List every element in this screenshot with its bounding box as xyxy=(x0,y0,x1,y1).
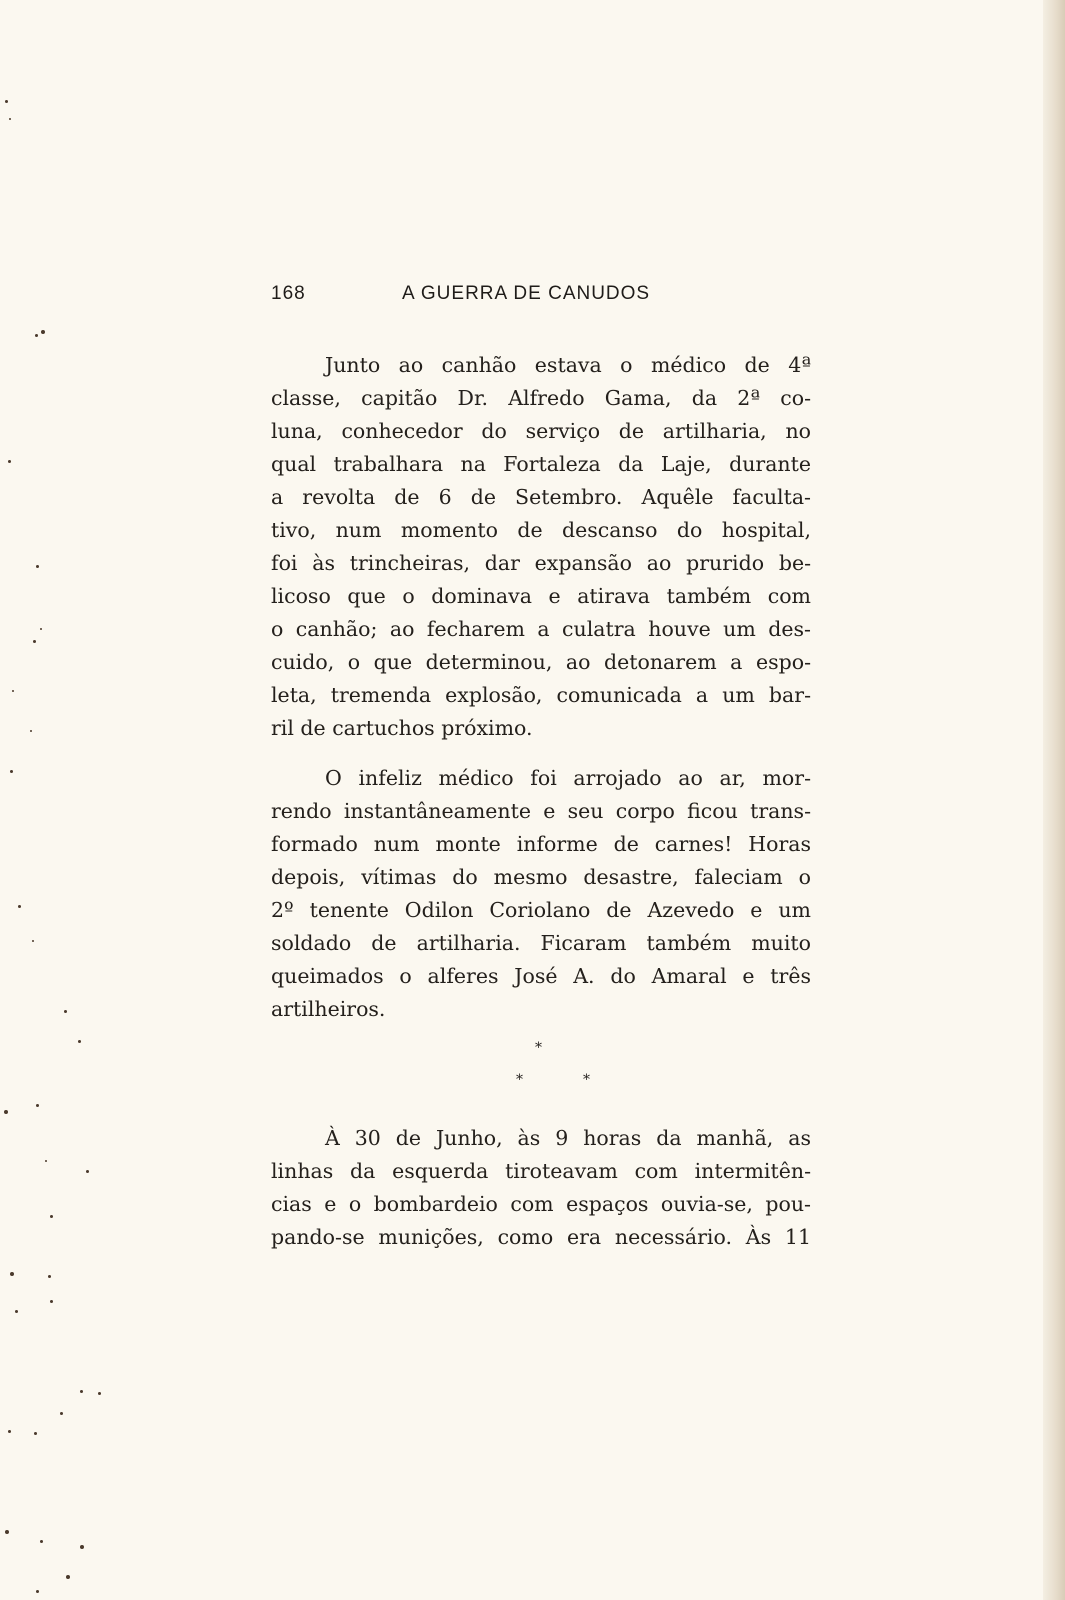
running-head xyxy=(271,283,811,313)
text-line: qual trabalhara na Fortaleza da Laje, durante xyxy=(271,452,811,476)
text-line: tivo, num momento de descanso do hospital, xyxy=(271,518,811,542)
text-line: foi às trincheiras, dar expansão ao prurido be- xyxy=(271,551,811,575)
text-line: classe, capitão Dr. Alfredo Gama, da 2ª co- xyxy=(271,386,811,410)
asterism-star: * xyxy=(535,1040,542,1056)
text-line: Junto ao canhão estava o médico de 4ª xyxy=(325,353,811,377)
page-number: 168 xyxy=(271,283,306,304)
text-line: pando-se munições, como era necessário. Às 11 xyxy=(271,1225,811,1249)
text-line: luna, conhecedor do serviço de artilharia, no xyxy=(271,419,811,443)
page-edge-shadow xyxy=(1043,0,1065,1600)
text-line: 2º tenente Odilon Coriolano de Azevedo e um xyxy=(271,898,811,922)
asterism-star: * xyxy=(583,1072,590,1088)
text-line: O infeliz médico foi arrojado ao ar, mor- xyxy=(325,766,811,790)
text-line: artilheiros. xyxy=(271,997,386,1021)
text-line: cias e o bombardeio com espaços ouvia-se, pou- xyxy=(271,1192,811,1216)
text-line: depois, vítimas do mesmo desastre, faleciam o xyxy=(271,865,811,889)
text-line: ril de cartuchos próximo. xyxy=(271,716,533,740)
text-line: rendo instantâneamente e seu corpo ficou trans- xyxy=(271,799,811,823)
text-line: o canhão; ao fecharem a culatra houve um des- xyxy=(271,617,811,641)
text-line: formado num monte informe de carnes! Horas xyxy=(271,832,811,856)
text-line: queimados o alferes José A. do Amaral e três xyxy=(271,964,811,988)
text-line: linhas da esquerda tiroteavam com intermitên- xyxy=(271,1159,811,1183)
text-line: cuido, o que determinou, ao detonarem a espo- xyxy=(271,650,811,674)
text-line: À 30 de Junho, às 9 horas da manhã, as xyxy=(325,1126,811,1150)
text-line: a revolta de 6 de Setembro. Aquêle faculta- xyxy=(271,485,811,509)
book-title: A GUERRA DE CANUDOS xyxy=(402,283,651,304)
text-line: licoso que o dominava e atirava também com xyxy=(271,584,811,608)
asterism-star: * xyxy=(516,1072,523,1088)
text-line: soldado de artilharia. Ficaram também muito xyxy=(271,931,811,955)
text-line: leta, tremenda explosão, comunicada a um bar- xyxy=(271,683,811,707)
